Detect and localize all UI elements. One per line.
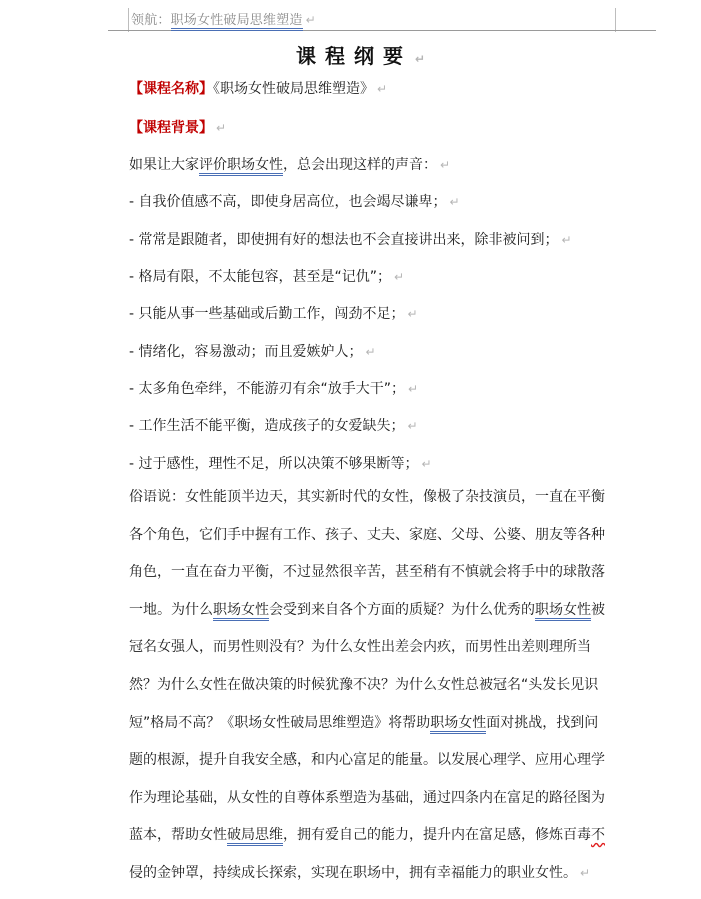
- paragraph-mark: ↵: [440, 158, 451, 172]
- bullet-item[interactable]: [129, 415, 418, 435]
- paragraph-mark: ↵: [408, 382, 419, 396]
- page-header[interactable]: [131, 9, 316, 28]
- bullet-item[interactable]: [129, 191, 460, 211]
- background-label: 【课程背景】: [129, 120, 213, 136]
- paragraph-mark: ↵: [414, 52, 426, 66]
- bullet-text: - 格局有限，不太能包容，甚至是“记仇”；: [129, 269, 392, 285]
- paragraph-text-underlined: 职场女性: [535, 602, 591, 621]
- paragraph-mark: ↵: [394, 270, 405, 284]
- bullet-item[interactable]: [129, 266, 404, 286]
- spellcheck-flag-text: 不: [591, 827, 605, 844]
- paragraph-mark: ↵: [305, 13, 316, 27]
- background-paragraph[interactable]: [129, 485, 621, 899]
- paragraph-mark: ↵: [421, 457, 432, 471]
- paragraph-text: 短”格局不高？《职场女性破局思维塑造》将帮助: [129, 714, 431, 731]
- paragraph-mark: ↵: [365, 345, 376, 359]
- paragraph-text: 各个角色，它们手中握有工作、孩子、丈夫、家庭、父母、公婆、朋友等各种: [129, 526, 605, 543]
- intro-text-c: ，总会出现这样的声音：: [283, 157, 437, 173]
- paragraph-line: [129, 823, 621, 861]
- paragraph-text-underlined: 破局思维: [227, 827, 283, 846]
- paragraph-line: [129, 485, 621, 523]
- paragraph-text: 被: [591, 601, 605, 618]
- header-prefix: 领航：: [131, 13, 171, 28]
- bullet-item[interactable]: [129, 378, 418, 398]
- paragraph-text: 题的根源，提升自我安全感，和内心富足的能量。以发展心理学、应用心理学: [129, 752, 605, 769]
- bullet-text: - 太多角色牵绊，不能游刃有余“放手大干”；: [129, 381, 406, 397]
- paragraph-mark: ↵: [377, 82, 388, 96]
- paragraph-text-underlined: 职场女性: [430, 715, 486, 734]
- header-frame-left: [128, 8, 129, 32]
- background-label-line[interactable]: [129, 117, 226, 137]
- paragraph-line: [129, 748, 621, 786]
- paragraph-mark: ↵: [407, 307, 418, 321]
- paragraph-text: 蓝本，帮助女性: [129, 827, 227, 844]
- paragraph-mark: ↵: [449, 195, 460, 209]
- bullet-item[interactable]: [129, 453, 432, 473]
- bullet-text: - 过于感性，理性不足，所以决策不够果断等；: [129, 456, 419, 472]
- bullet-text: - 只能从事一些基础或后勤工作，闯劲不足；: [129, 306, 405, 322]
- paragraph-line: [129, 861, 621, 899]
- intro-text-a: 如果让大家: [129, 157, 199, 173]
- paragraph-text: 角色，一直在奋力平衡，不过显然很辛苦，甚至稍有不慎就会将手中的球散落: [129, 564, 605, 581]
- intro-text-underlined: 评价职场女性: [199, 157, 283, 176]
- bullet-item[interactable]: [129, 341, 376, 361]
- paragraph-mark: ↵: [407, 419, 418, 433]
- bullet-text: - 工作生活不能平衡，造成孩子的女爱缺失；: [129, 418, 405, 434]
- paragraph-text: ，拥有爱自己的能力，提升内在富足感，修炼百毒: [283, 827, 591, 844]
- paragraph-text: 一地。为什么: [129, 601, 213, 618]
- bullet-item[interactable]: [129, 229, 572, 249]
- paragraph-text: 俗语说：女性能顶半边天，其实新时代的女性，像极了杂技演员，一直在平衡: [129, 489, 605, 505]
- header-frame-right: [615, 8, 616, 32]
- bullet-text: - 自我价值感不高，即使身居高位，也会竭尽谦卑；: [129, 194, 447, 210]
- course-name-value: 《职场女性破局思维塑造》: [213, 81, 374, 97]
- paragraph-text-underlined: 职场女性: [213, 602, 269, 621]
- course-name-line[interactable]: [129, 78, 387, 98]
- paragraph-text: 侵的金钟罩，持续成长探索，实现在职场中，拥有幸福能力的职业女性。: [129, 864, 577, 881]
- bullet-text: - 常常是跟随者，即使拥有好的想法也不会直接讲出来，除非被问到；: [129, 232, 559, 248]
- paragraph-line: [129, 711, 621, 749]
- intro-line[interactable]: [129, 154, 450, 174]
- paragraph-text: 冠名女强人，而男性则没有？为什么女性出差会内疚，而男性出差则理所当: [129, 639, 591, 656]
- bullet-text: - 情绪化，容易激动；而且爱嫉妒人；: [129, 344, 363, 360]
- paragraph-line: [129, 560, 621, 598]
- paragraph-line: [129, 786, 621, 824]
- paragraph-text: 面对挑战，找到问: [486, 714, 599, 731]
- paragraph-mark: ↵: [580, 865, 591, 880]
- paragraph-text: 然？为什么女性在做决策的时候犹豫不决？为什么女性总被冠名“头发长见识: [129, 676, 599, 693]
- paragraph-line: [129, 598, 621, 636]
- paragraph-text: 作为理论基础，从女性的自尊体系塑造为基础，通过四条内在富足的路径图为: [129, 789, 605, 806]
- paragraph-line: [129, 635, 621, 673]
- paragraph-line: [129, 673, 621, 711]
- course-name-label: 【课程名称】: [129, 81, 213, 97]
- document-title[interactable]: [0, 40, 701, 69]
- paragraph-mark: ↵: [216, 121, 227, 135]
- header-course-ref: 职场女性破局思维塑造: [171, 13, 303, 31]
- paragraph-text: 会受到来自各个方面的质疑？为什么优秀的: [269, 601, 535, 618]
- paragraph-line: [129, 523, 621, 561]
- title-text: 课程纲要: [295, 44, 412, 68]
- paragraph-mark: ↵: [561, 233, 572, 247]
- bullet-item[interactable]: [129, 303, 418, 323]
